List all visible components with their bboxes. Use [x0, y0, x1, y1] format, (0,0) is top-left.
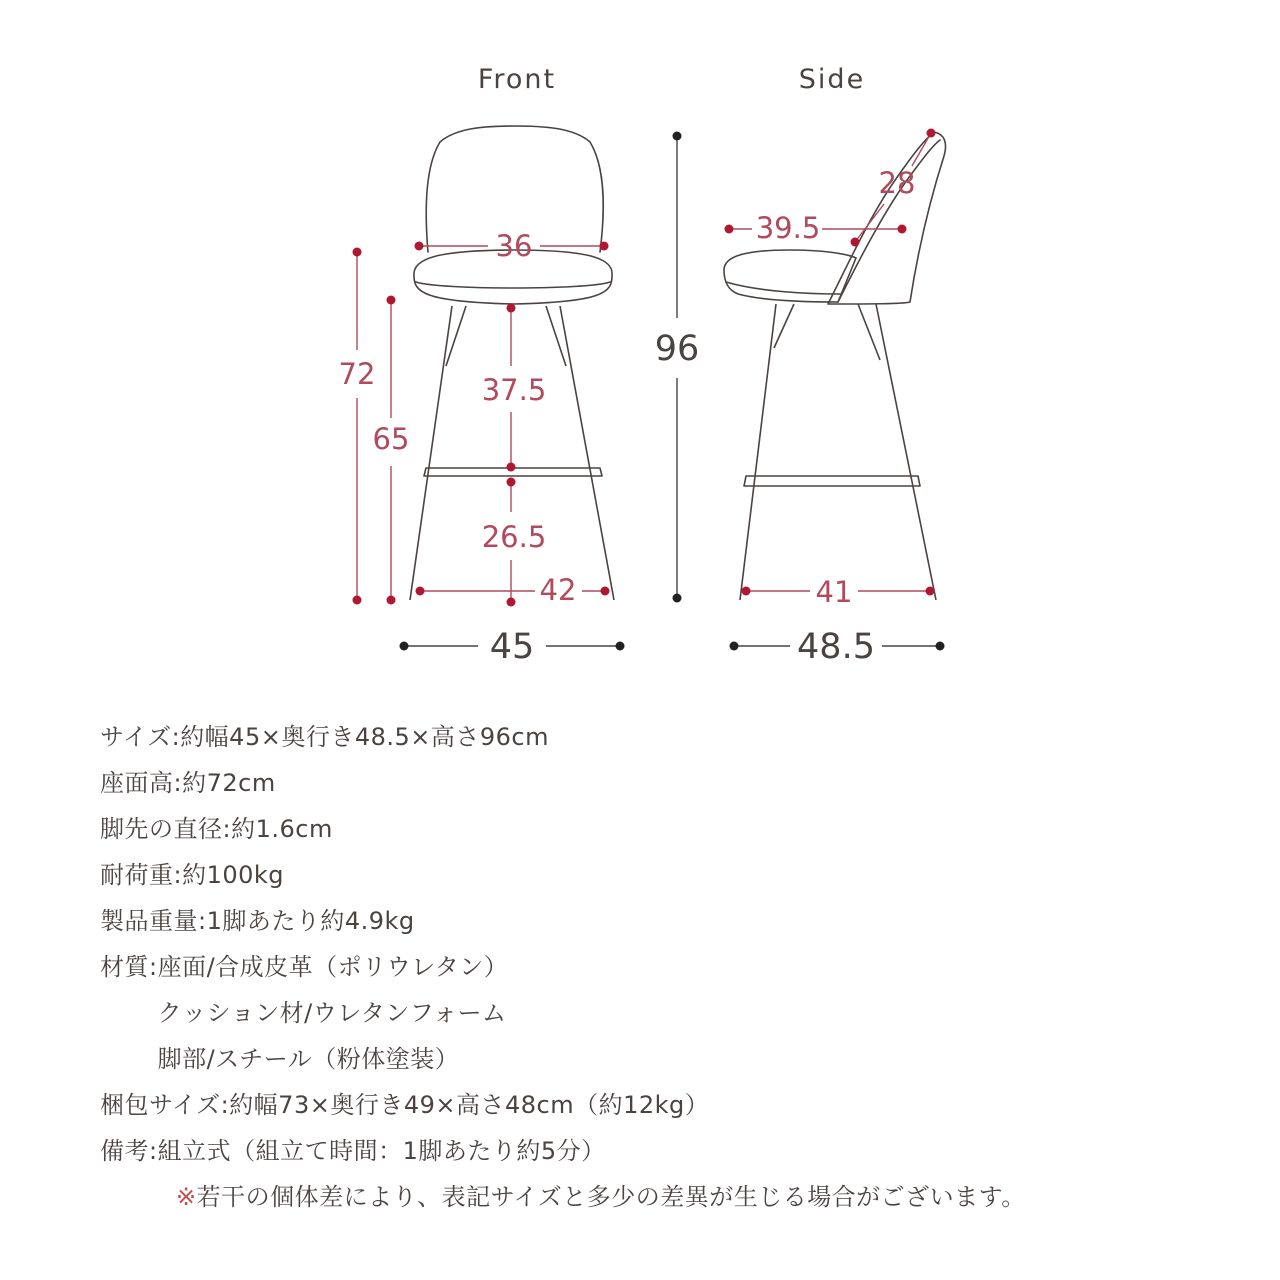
- material-value-seat: 座面/合成皮革（ポリウレタン）: [157, 953, 509, 981]
- spec-label: サイズ: [100, 723, 172, 751]
- side-chair-drawing: [724, 132, 946, 600]
- side-view-title: Side: [798, 64, 866, 95]
- side-leg-front-inner: [774, 304, 794, 348]
- spec-label: 製品重量: [100, 907, 198, 935]
- spec-value: 1脚あたり約4.9kg: [206, 907, 415, 935]
- front-dimensions: [339, 229, 625, 667]
- side-leg-front: [740, 304, 776, 600]
- side-backrest-inner: [838, 140, 940, 302]
- spec-label: 耐荷重: [100, 861, 174, 889]
- side-seat-seam: [726, 282, 840, 294]
- front-leg-right: [560, 306, 614, 600]
- spec-value: 約72cm: [182, 769, 276, 797]
- disclaimer-note: [100, 1174, 1220, 1220]
- spec-value: 約100kg: [182, 861, 285, 889]
- front-dim-total-width: 45: [489, 627, 535, 667]
- spec-row-seat-height: [100, 760, 1220, 806]
- spec-value: 組立式（組立て時間：1脚あたり約5分）: [157, 1137, 606, 1165]
- spec-label: 備考: [100, 1137, 149, 1165]
- spec-list: [100, 714, 1220, 1220]
- spec-separator: :: [173, 769, 183, 797]
- front-dim-leg-span: 42: [539, 573, 577, 607]
- spec-value: 約幅73×奥行き49×高さ48cm（約12kg）: [229, 1091, 710, 1119]
- spec-separator: :: [222, 815, 232, 843]
- material-value-legs: 脚部/スチール（粉体塗装）: [157, 1045, 460, 1073]
- side-footrest: [744, 476, 920, 486]
- spec-row-load-capacity: [100, 852, 1220, 898]
- front-leg-left: [410, 306, 452, 600]
- side-dim-total-height: 96: [654, 329, 700, 369]
- front-dim-seat-height: 72: [338, 357, 376, 391]
- front-dim-seat-width: 36: [495, 229, 533, 263]
- side-dim-seat-depth: 39.5: [755, 211, 821, 245]
- spec-label: 梱包サイズ: [100, 1091, 221, 1119]
- side-leg-back-inner: [858, 304, 880, 360]
- material-value-cushion: クッション材/ウレタンフォーム: [157, 999, 507, 1027]
- front-dim-footrest-height: 26.5: [481, 520, 547, 554]
- spec-label: 材質: [100, 953, 149, 981]
- side-dimensions: [655, 129, 945, 668]
- spec-separator: :: [171, 723, 181, 751]
- side-dim-backrest: 28: [878, 166, 916, 200]
- spec-value: 約1.6cm: [231, 815, 333, 843]
- side-dim-leg-span: 41: [815, 575, 853, 609]
- spec-row-package-size: [100, 1082, 1220, 1128]
- front-leg-left-inner: [446, 306, 466, 366]
- spec-label: 座面高: [100, 769, 174, 797]
- spec-row-weight: [100, 898, 1220, 944]
- note-text: 若干の個体差により、表記サイズと多少の差異が生じる場合がございます。: [196, 1183, 1026, 1211]
- front-seat-seam: [416, 282, 610, 288]
- spec-separator: :: [220, 1091, 230, 1119]
- material-values: [158, 944, 509, 1082]
- spec-separator: :: [173, 861, 183, 889]
- spec-row-size: [100, 714, 1220, 760]
- side-leg-back: [876, 304, 936, 600]
- side-backrest: [828, 132, 946, 304]
- front-dim-footrest-top: 65: [372, 422, 410, 456]
- spec-value: 約幅45×奥行き48.5×高さ96cm: [180, 723, 549, 751]
- spec-separator: :: [149, 953, 158, 981]
- front-view-title: Front: [477, 64, 557, 95]
- spec-label: 脚先の直径: [100, 815, 223, 843]
- spec-row-remarks: [100, 1128, 1220, 1174]
- note-mark: ※: [176, 1183, 197, 1211]
- front-dim-seat-to-footrest: 37.5: [481, 373, 547, 407]
- spec-row-material: [100, 944, 1220, 1082]
- spec-separator: :: [149, 1137, 158, 1165]
- front-leg-right-inner: [546, 306, 566, 366]
- side-dim-total-depth: 48.5: [797, 627, 875, 667]
- spec-separator: :: [198, 907, 207, 935]
- spec-row-leg-diameter: [100, 806, 1220, 852]
